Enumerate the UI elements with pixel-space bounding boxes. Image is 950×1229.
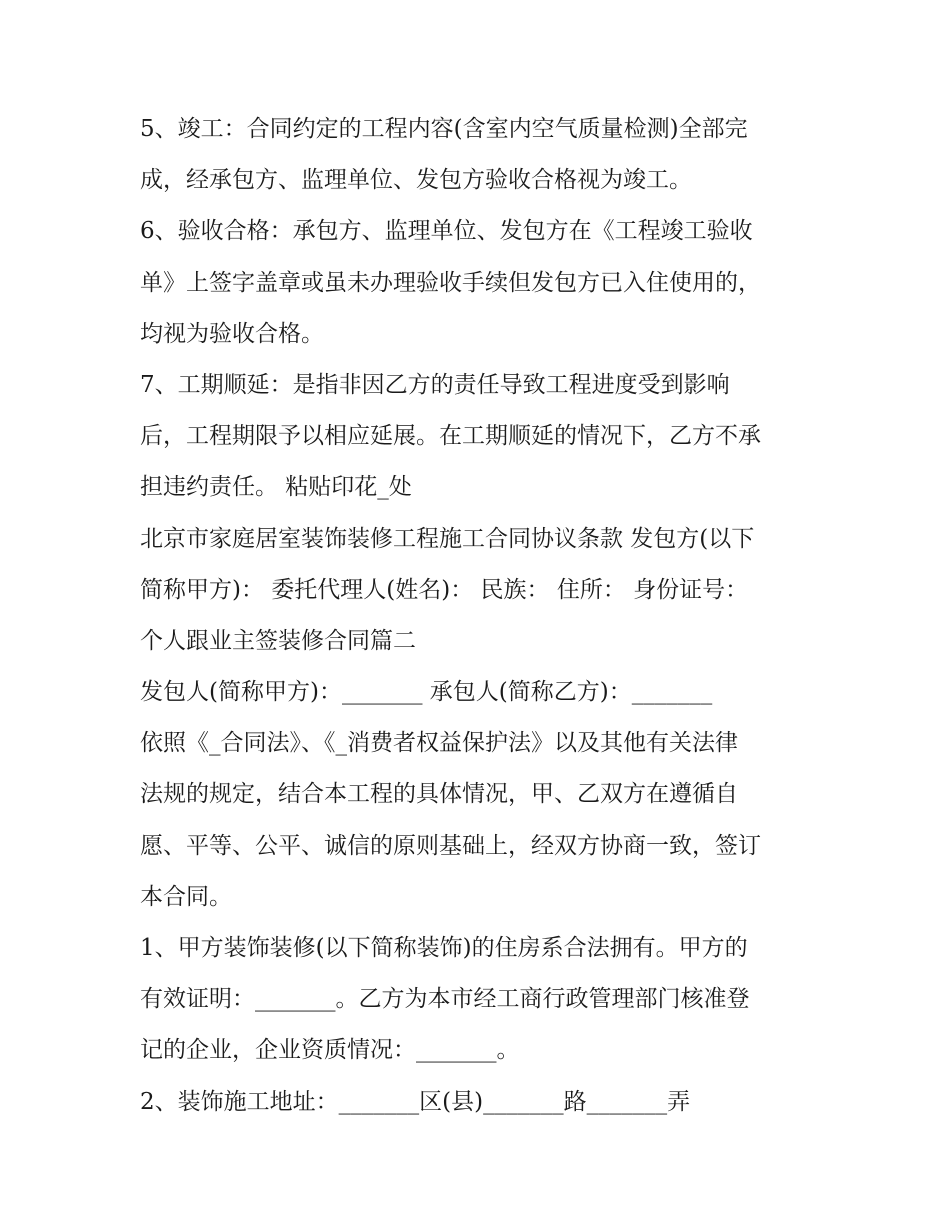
text-line: 有效证明：_______。乙方为本市经工商行政管理部门核准登 xyxy=(140,986,750,1013)
text-line: 依照《_合同法》、《_消费者权益保护法》以及其他有关法律 xyxy=(140,730,738,757)
text-line: 后，工程期限予以相应延展。在工期顺延的情况下，乙方不承 xyxy=(140,423,761,450)
text-line: 单》上签字盖章或虽未办理验收手续但发包方已入住使用的， xyxy=(140,269,761,296)
text-line: 2、装饰施工地址：_______区(县)_______路_______弄 xyxy=(140,1088,691,1115)
text-line: 成，经承包方、监理单位、发包方验收合格视为竣工。 xyxy=(140,167,692,194)
text-line: 7、工期顺延：是指非因乙方的责任导致工程进度受到影响 xyxy=(140,371,730,398)
text-line: 1、甲方装饰装修(以下简称装饰)的住房系合法拥有。甲方的 xyxy=(140,935,748,961)
document-page xyxy=(140,104,830,1128)
section-heading: 个人跟业主签装修合同篇二 xyxy=(140,627,416,654)
text-line: 北京市家庭居室装饰装修工程施工合同协议条款 发包方(以下 xyxy=(140,525,755,552)
text-line: 均视为验收合格。 xyxy=(140,320,324,347)
text-line: 担违约责任。 粘贴印花_处 xyxy=(140,474,412,501)
text-line: 发包人(简称甲方)：_______ 承包人(简称乙方)：_______ xyxy=(140,679,713,706)
text-line: 记的企业，企业资质情况：_______。 xyxy=(140,1037,520,1064)
text-line: 5、竣工：合同约定的工程内容(含室内空气质量检测)全部完 xyxy=(140,116,748,142)
text-line: 法规的规定，结合本工程的具体情况，甲、乙双方在遵循自 xyxy=(140,781,738,808)
text-line: 本合同。 xyxy=(140,883,232,910)
text-line: 简称甲方)： 委托代理人(姓名)： 民族： 住所： 身份证号： xyxy=(140,576,749,603)
text-line: 6、验收合格：承包方、监理单位、发包方在《工程竣工验收 xyxy=(140,218,753,245)
text-line: 愿、平等、公平、诚信的原则基础上，经双方协商一致，签订 xyxy=(140,832,761,859)
